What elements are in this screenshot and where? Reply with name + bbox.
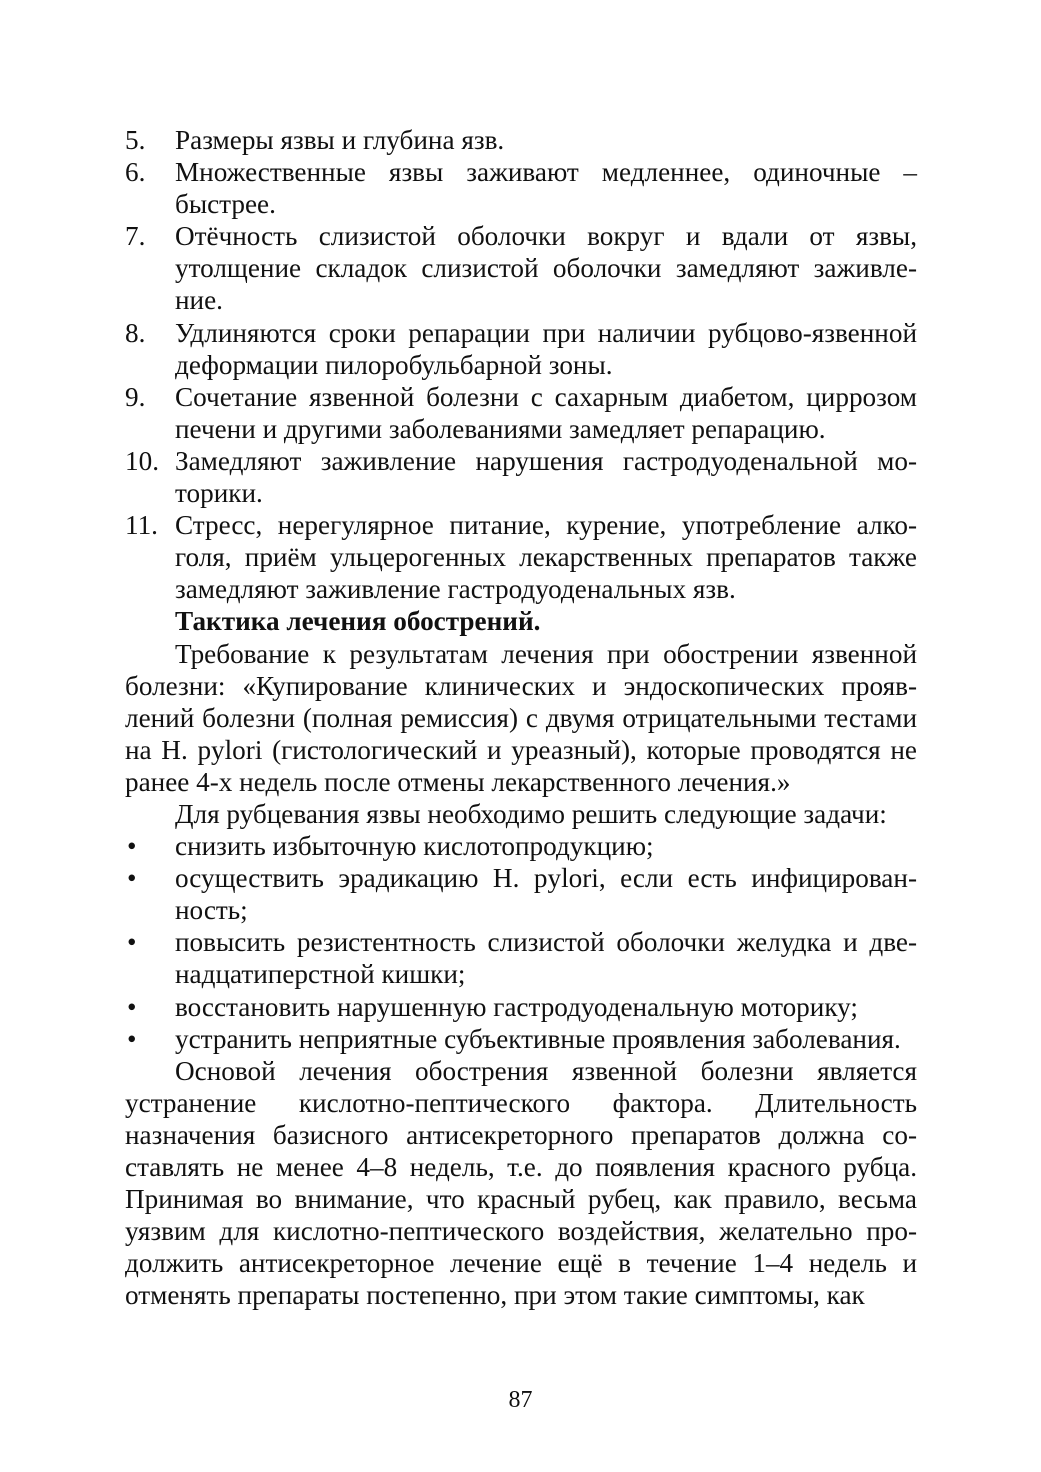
list-item-text: Стресс, нерегулярное питание, курение, употребление алкоголя, приём ульцерогенных лекарственных препаратов также замедляют заживление гастродуоденальных язв. [175,510,917,605]
bullet-marker: • [127,831,137,862]
bullet-marker: • [127,1023,137,1054]
section-heading: Тактика лечения обострений. [175,606,541,637]
list-number: 8. [125,317,146,348]
list-number: 11. [125,510,158,541]
list-item-text: Размеры язвы и глубина язв. [175,125,505,155]
list-number: 6. [125,157,146,188]
list-number: 7. [125,221,146,252]
bullet-item [125,862,917,926]
bullet-marker: • [127,863,137,894]
bullet-item [125,991,917,1023]
bullet-text: повысить резистентность слизистой оболочки желудка и двенадцатиперстной кишки; [175,927,917,990]
page-number: 87 [508,1387,533,1413]
bullet-item [125,926,917,990]
bullet-marker: • [127,991,137,1022]
list-item-text: Удлиняются сроки репарации при наличии рубцово-язвенной деформации пилоробульбарной зоны. [175,317,917,380]
bullet-marker: • [127,927,137,958]
bullet-text: снизить избыточную кислотопродукцию; [175,831,654,862]
paragraph-tasks-intro: Для рубцевания язвы необходимо решить следующие задачи: [175,798,887,829]
paragraph-requirements: Требование к результатам лечения при обострении язвенной болезни: «Купирование клинических и эндоскопических проявлений болезни (полная ремиссия) с двумя отрицательными тестами на H. pylori (гистологический и уреазный), которые проводятся не ранее 4-х недель после отмены лекарственного лечения.» [125,638,917,797]
list-number: 5. [125,125,146,155]
list-item [125,124,917,156]
list-item [125,156,917,220]
list-item [125,509,917,605]
bullet-text: осуществить эрадикацию H. pylori, если есть инфицированность; [175,863,917,926]
bullet-item [125,830,917,862]
list-item [125,445,917,509]
bullet-item [125,1023,917,1055]
list-item-text: Отёчность слизистой оболочки вокруг и вдали от язвы, утолщение складок слизистой оболочки замедляют заживление. [175,221,917,316]
list-item-text: Множественные язвы заживают медленнее, одиночные – быстрее. [175,157,917,220]
bullet-text: восстановить нарушенную гастродуоденальную моторику; [175,991,858,1022]
list-item-text: Замедляют заживление нарушения гастродуоденальной моторики. [175,445,917,509]
list-item [125,317,917,381]
list-number: 9. [125,381,146,412]
list-item [125,381,917,445]
bullet-text: устранить неприятные субъективные проявления заболевания. [175,1023,901,1054]
list-number: 10. [125,445,159,476]
list-item [125,220,917,316]
page-content [125,124,917,1311]
list-item-text: Сочетание язвенной болезни с сахарным диабетом, циррозом печени и другими заболеваниями замедляет репарацию. [175,381,917,444]
paragraph-treatment: Основой лечения обострения язвенной болезни является устранение кислотно-пептического фактора. Длительность назначения базисного антисекреторного препаратов должна составлять не менее 4–8 недель, т.е. до появления красного рубца. Принимая во внимание, что красный рубец, как правило, весьма уязвим для кислотно-пептического воздействия, желательно продолжить антисекреторное лечение ещё в течение 1–4 недель и отменять препараты постепенно, при этом такие симптомы, как [125,1055,917,1311]
